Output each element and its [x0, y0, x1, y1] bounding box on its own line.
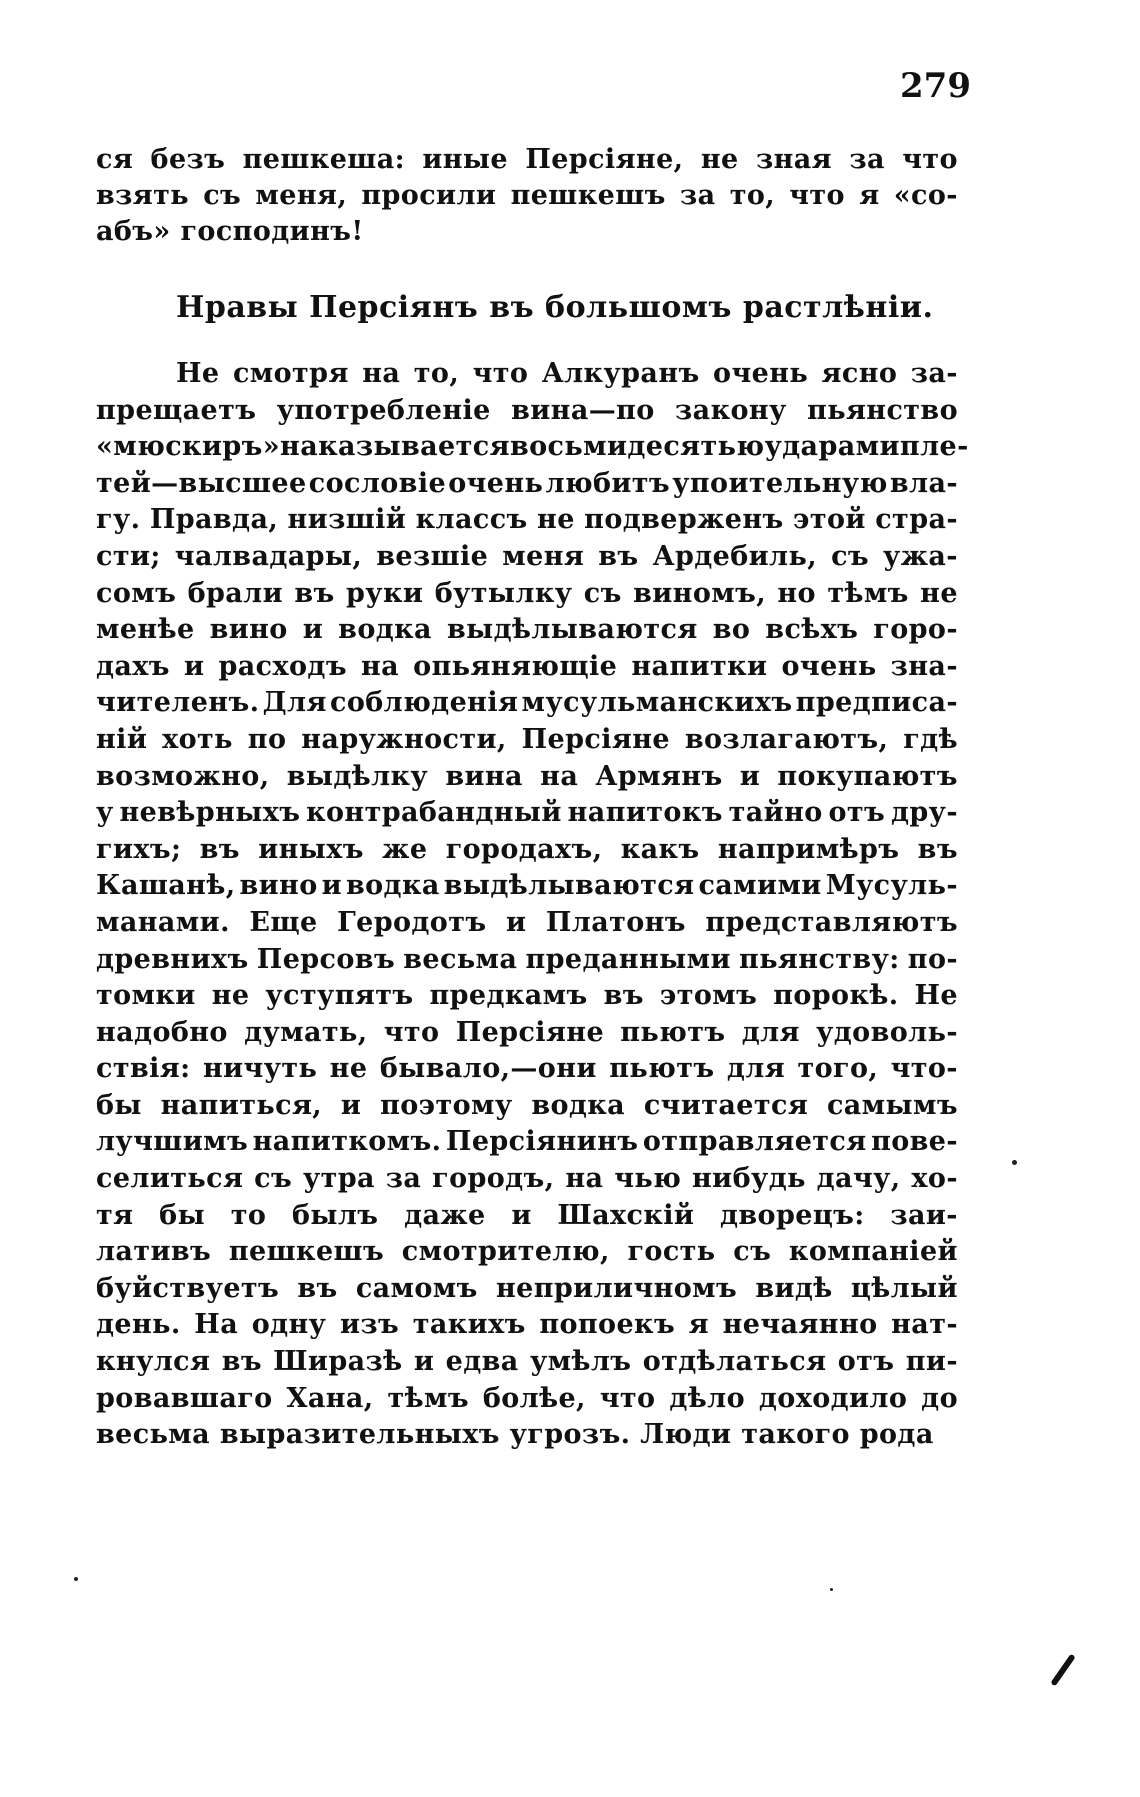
text-line: манами. Еще Геродотъ и Платонъ представляютъ — [96, 906, 958, 938]
text-line: надобно думать, что Персіяне пьютъ для удоволь- — [96, 1016, 958, 1048]
text-line: «мюскиръ» наказывается восьмидесятью ударами пле- — [96, 431, 969, 463]
text-line: взять съ меня, просили пешкешъ за то, что я «со- — [96, 180, 958, 211]
text-line: возможно, выдѣлку вина на Армянъ и покупаютъ — [96, 760, 958, 792]
paragraph-continued — [96, 142, 958, 250]
text-line: буйствуетъ въ самомъ неприличномъ видѣ цѣлый — [96, 1272, 958, 1304]
text-line: лучшимъ напиткомъ. Персіянинъ отправляется пове- — [96, 1126, 958, 1158]
scan-speck — [830, 1588, 833, 1591]
text-line: селиться съ утра за городъ, на чью нибудь дачу, хо- — [96, 1163, 958, 1195]
text-line: Кашанѣ, вино и водка выдѣлываются самими Мусуль- — [96, 870, 958, 902]
text-line: гу. Правда, низшій классъ не подверженъ этой стра- — [96, 504, 958, 536]
text-line: кнулся въ Ширазѣ и едва умѣлъ отдѣлаться отъ пи- — [96, 1346, 958, 1378]
text-line: чителенъ. Для соблюденія мусульманскихъ предписа- — [96, 687, 958, 719]
text-line: ся безъ пешкеша: иные Персіяне, не зная за что — [96, 144, 958, 175]
text-line: лативъ пешкешъ смотрителю, гость съ компаніей — [96, 1236, 958, 1268]
text-line: бы напиться, и поэтому водка считается самымъ — [96, 1089, 958, 1121]
text-line: сомъ брали въ руки бутылку съ виномъ, но тѣмъ не — [96, 577, 958, 609]
text-line: сти; чалвадары, везшіе меня въ Ардебиль, съ ужа- — [96, 540, 958, 572]
text-line: день. На одну изъ такихъ попоекъ я нечаянно нат- — [96, 1309, 958, 1341]
scan-speck — [1012, 1160, 1017, 1165]
text-line: ній хоть по наружности, Персіяне возлагаютъ, гдѣ — [96, 723, 958, 755]
text-line: ствія: ничуть не бывало,—они пьютъ для того, что- — [96, 1053, 958, 1085]
text-line: тя бы то былъ даже и Шахскій дворецъ: заи- — [96, 1199, 958, 1231]
text-line: прещаетъ употребленіе вина—по закону пьянство — [96, 394, 958, 426]
text-line: Не смотря на то, что Алкуранъ очень ясно за- — [176, 358, 958, 389]
text-line: ровавшаго Хана, тѣмъ болѣе, что дѣло доходило до — [96, 1382, 958, 1414]
text-line: древнихъ Персовъ весьма преданными пьянству: по- — [96, 943, 958, 975]
text-line: томки не уступятъ предкамъ въ этомъ порокѣ. Не — [96, 980, 958, 1012]
text-line: у невѣрныхъ контрабандный напитокъ тайно отъ дру- — [96, 797, 958, 829]
text-line: гихъ; въ иныхъ же городахъ, какъ напримѣръ въ — [96, 833, 958, 865]
scan-mark — [1050, 1654, 1076, 1687]
paragraph-main — [96, 356, 969, 1454]
text-line: абъ» господинъ! — [96, 216, 364, 247]
page-number: 279 — [900, 66, 971, 106]
scan-speck — [74, 1577, 78, 1581]
text-line: весьма выразительныхъ угрозъ. Люди такого рода — [96, 1419, 934, 1451]
text-line: менѣе вино и водка выдѣлываются во всѣхъ горо- — [96, 614, 958, 646]
text-line: дахъ и расходъ на опьяняющіе напитки очень зна- — [96, 650, 958, 682]
section-heading: Нравы Персіянъ въ большомъ растлѣніи. — [176, 290, 934, 325]
text-line: тей—высшее сословіе очень любитъ упоительную вла- — [96, 467, 958, 499]
